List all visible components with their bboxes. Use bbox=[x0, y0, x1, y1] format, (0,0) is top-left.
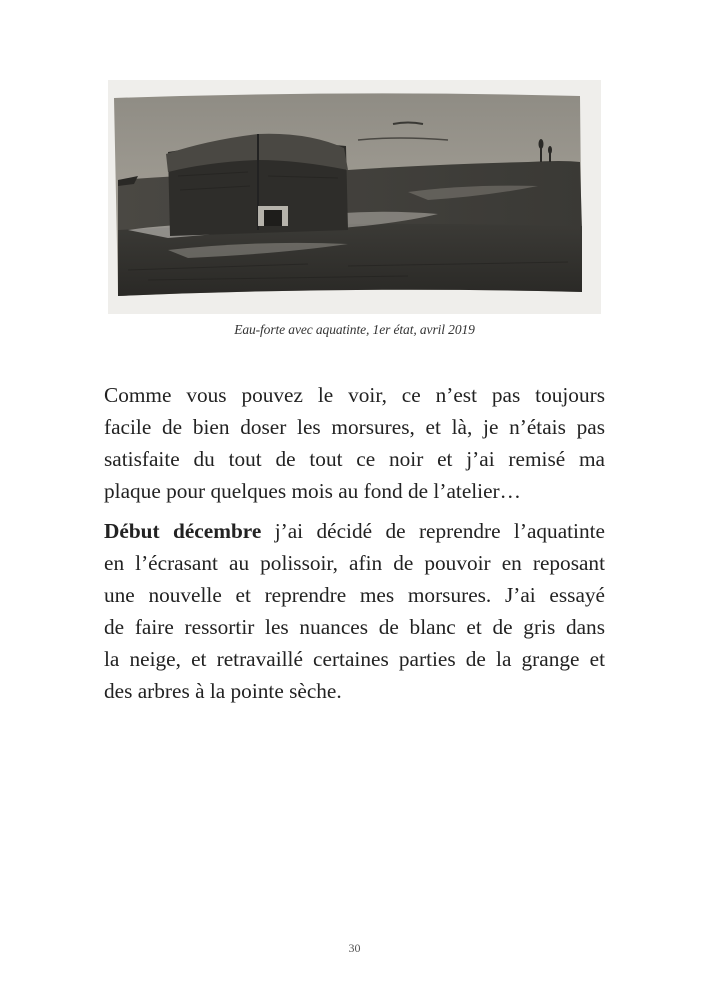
paragraph-line: satisfaite du tout de tout ce noir et j’ai remisé ma bbox=[104, 447, 605, 471]
paragraph-line-first bbox=[104, 515, 605, 547]
paragraph-line-rest: j’ai décidé de reprendre l’aquatinte bbox=[261, 519, 605, 543]
paragraph-line: une nouvelle et reprendre mes morsures. J’ai essayé bbox=[104, 583, 605, 607]
paragraph-line: de faire ressortir les nuances de blanc et de gris dans bbox=[104, 615, 605, 639]
paragraph-1 bbox=[104, 379, 605, 507]
paragraph-line: plaque pour quelques mois au fond de l’atelier… bbox=[104, 479, 521, 503]
paragraph-2 bbox=[104, 515, 605, 707]
etching-image bbox=[108, 80, 601, 314]
etching-photo bbox=[108, 80, 601, 314]
paragraph-line: Comme vous pouvez le voir, ce n’est pas toujours bbox=[104, 383, 605, 407]
figure-caption: Eau-forte avec aquatinte, 1er état, avril 2019 bbox=[234, 322, 475, 337]
paragraph-line: la neige, et retravaillé certaines parties de la grange et bbox=[104, 647, 605, 671]
paragraph-line: des arbres à la pointe sèche. bbox=[104, 679, 342, 703]
bold-lead-text: Début décembre bbox=[104, 519, 262, 543]
paragraph-line: en l’écrasant au polissoir, afin de pouvoir en reposant bbox=[104, 551, 605, 575]
paragraph-line: facile de bien doser les morsures, et là, je n’étais pas bbox=[104, 415, 605, 439]
page-number: 30 bbox=[348, 941, 361, 955]
